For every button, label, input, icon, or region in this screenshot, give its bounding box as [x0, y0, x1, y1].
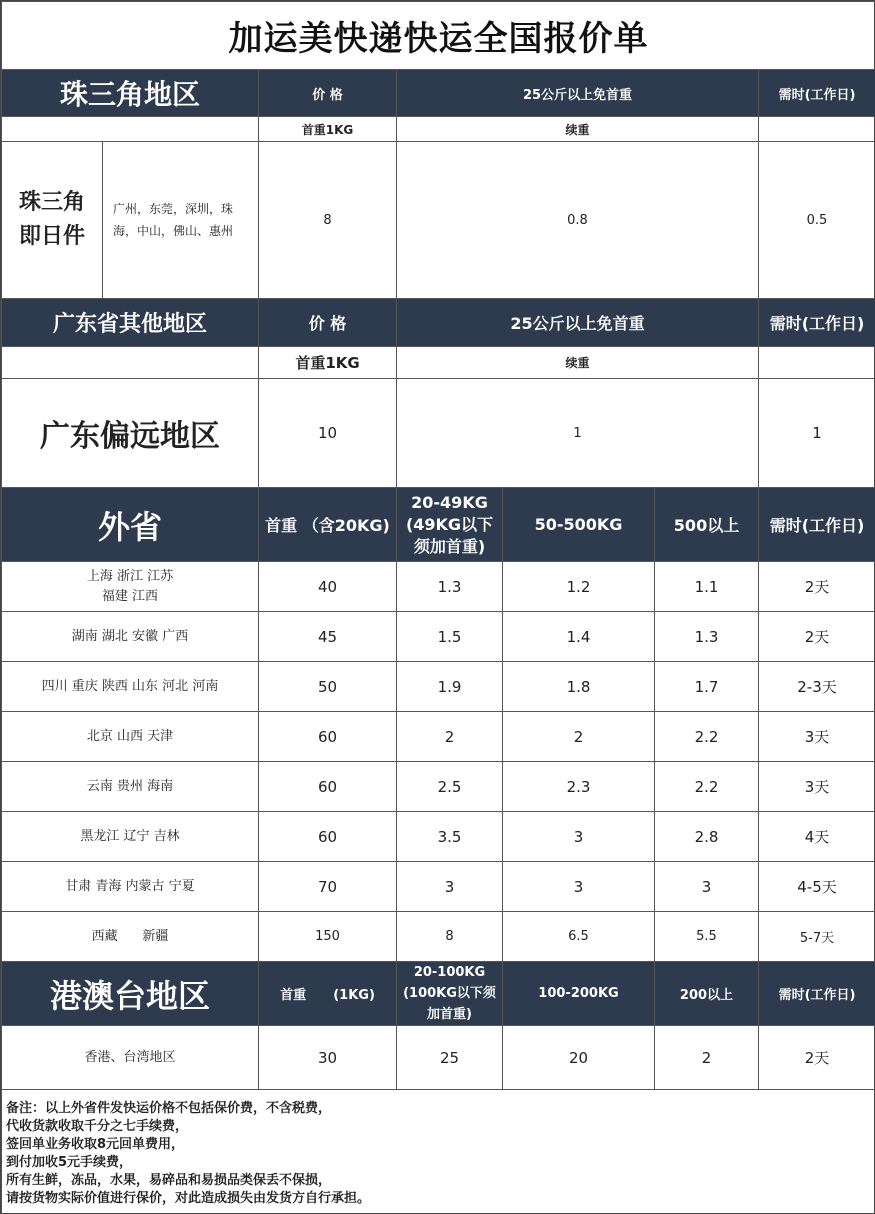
- price-50-500: 1.2: [503, 562, 655, 612]
- blank-cell: [2, 347, 259, 379]
- col-500-plus: 500以上: [655, 488, 759, 562]
- row-place: 黑龙江 辽宁 吉林: [2, 812, 259, 862]
- price-continued: 1: [397, 379, 759, 488]
- col-line: (49KG以下: [405, 514, 494, 534]
- time-days: 2天: [759, 1026, 875, 1090]
- place-line: 上海 浙江 江苏: [86, 568, 174, 584]
- price-first: 10: [259, 379, 397, 488]
- price-first: 8: [259, 142, 397, 299]
- time-days: 1: [759, 379, 875, 488]
- price-20-49: 1.3: [397, 562, 503, 612]
- col-free-first: 25公斤以上免首重: [397, 299, 759, 347]
- col-200-plus: 200以上: [655, 962, 759, 1026]
- price-50-500: 2: [503, 712, 655, 762]
- price-first: 45: [259, 612, 397, 662]
- table-row: [2, 662, 875, 712]
- price-first: 60: [259, 762, 397, 812]
- blank-cell: [759, 347, 875, 379]
- col-price: 价 格: [259, 70, 397, 117]
- row-place: 西藏 新疆: [2, 912, 259, 962]
- time-days: 3天: [759, 762, 875, 812]
- time-days: 3天: [759, 712, 875, 762]
- price-first: 70: [259, 862, 397, 912]
- cities-line: 海，中山，佛山、惠州: [113, 224, 234, 238]
- col-line: (100KG以下须: [403, 986, 496, 1001]
- row-name-line: 珠三角: [18, 190, 85, 215]
- time-days: 2天: [759, 562, 875, 612]
- col-20-100kg: [397, 962, 503, 1026]
- blank-cell: [759, 117, 875, 142]
- price-50-500: 6.5: [503, 912, 655, 962]
- col-line: 20-49KG: [411, 492, 488, 512]
- col-time: 需时(工作日): [759, 962, 875, 1026]
- price-50-500: 1.4: [503, 612, 655, 662]
- price-20-49: 2.5: [397, 762, 503, 812]
- price-first: 40: [259, 562, 397, 612]
- region-gangaotai: 港澳台地区: [2, 962, 259, 1026]
- price-continued: 0.8: [397, 142, 759, 299]
- time-days: 4天: [759, 812, 875, 862]
- table-row: [2, 812, 875, 862]
- price-20-49: 2: [397, 712, 503, 762]
- note-line: 代收货款收取千分之七手续费，: [6, 1119, 189, 1134]
- table-row: [2, 712, 875, 762]
- time-days: 2天: [759, 612, 875, 662]
- price-500-plus: 2.2: [655, 762, 759, 812]
- price-200-plus: 2: [655, 1026, 759, 1090]
- col-line: 须加首重): [413, 536, 486, 556]
- blank-cell: [2, 117, 259, 142]
- region-zhusanjiao: 珠三角地区: [2, 70, 259, 117]
- place-line: 福建 江西: [101, 588, 159, 604]
- price-20-49: 1.9: [397, 662, 503, 712]
- price-50-500: 2.3: [503, 762, 655, 812]
- row-name-line: 即日件: [18, 224, 85, 249]
- price-first: 150: [259, 912, 397, 962]
- note-line: 到付加收5元手续费，: [6, 1155, 133, 1170]
- time-days: 0.5: [759, 142, 875, 299]
- price-first: 50: [259, 662, 397, 712]
- col-line: 20-100KG: [413, 965, 486, 980]
- price-20-49: 3.5: [397, 812, 503, 862]
- price-50-500: 3: [503, 812, 655, 862]
- col-free-first: 25公斤以上免首重: [397, 70, 759, 117]
- price-20-49: 3: [397, 862, 503, 912]
- price-500-plus: 1.1: [655, 562, 759, 612]
- col-first-weight: 首重 （含20KG): [259, 488, 397, 562]
- price-500-plus: 3: [655, 862, 759, 912]
- notes: [2, 1090, 875, 1214]
- col-time: 需时(工作日): [759, 299, 875, 347]
- note-line: 签回单业务收取8元回单费用，: [6, 1137, 185, 1152]
- price-first: 30: [259, 1026, 397, 1090]
- note-line: 请按货物实际价值进行保价，对此造成损失由发货方自行承担。: [6, 1191, 371, 1206]
- price-500-plus: 2.2: [655, 712, 759, 762]
- region-waisheng: 外省: [2, 488, 259, 562]
- col-first-weight: 首重 (1KG): [259, 962, 397, 1026]
- region-guangdong: 广东省其他地区: [2, 299, 259, 347]
- table-row: [2, 912, 875, 962]
- price-table: [1, 1, 875, 1214]
- row-name-guangdong-remote: 广东偏远地区: [2, 379, 259, 488]
- price-100-200: 20: [503, 1026, 655, 1090]
- col-100-200kg: 100-200KG: [503, 962, 655, 1026]
- row-place: 四川 重庆 陕西 山东 河北 河南: [2, 662, 259, 712]
- sub-continued-weight: 续重: [397, 117, 759, 142]
- col-price: 价 格: [259, 299, 397, 347]
- cities-line: 广州，东莞，深圳，珠: [113, 202, 234, 216]
- col-line: 加首重): [427, 1007, 472, 1022]
- table-row: [2, 612, 875, 662]
- price-first: 60: [259, 712, 397, 762]
- price-500-plus: 2.8: [655, 812, 759, 862]
- price-50-500: 3: [503, 862, 655, 912]
- price-first: 60: [259, 812, 397, 862]
- col-20-49kg: [397, 488, 503, 562]
- row-place: 香港、台湾地区: [2, 1026, 259, 1090]
- sub-continued-weight: 续重: [397, 347, 759, 379]
- sub-first-weight: 首重1KG: [259, 347, 397, 379]
- row-place: 甘肃 青海 内蒙古 宁夏: [2, 862, 259, 912]
- price-20-100: 25: [397, 1026, 503, 1090]
- row-place: 湖南 湖北 安徽 广西: [2, 612, 259, 662]
- time-days: 4-5天: [759, 862, 875, 912]
- col-time: 需时(工作日): [759, 70, 875, 117]
- price-20-49: 8: [397, 912, 503, 962]
- note-line: 所有生鲜，冻品，水果，易碎品和易损品类保丢不保损，: [6, 1173, 332, 1188]
- table-row: [2, 562, 875, 612]
- price-20-49: 1.5: [397, 612, 503, 662]
- row-place: 云南 贵州 海南: [2, 762, 259, 812]
- table-row: [2, 1026, 875, 1090]
- col-time: 需时(工作日): [759, 488, 875, 562]
- table-row: [2, 862, 875, 912]
- table-row: [2, 762, 875, 812]
- row-cities: [103, 142, 259, 299]
- row-place: [2, 562, 259, 612]
- time-days: 5-7天: [759, 912, 875, 962]
- time-days: 2-3天: [759, 662, 875, 712]
- page-title: 加运美快递快运全国报价单: [2, 2, 875, 70]
- col-50-500kg: 50-500KG: [503, 488, 655, 562]
- price-500-plus: 1.7: [655, 662, 759, 712]
- sub-first-weight: 首重1KG: [259, 117, 397, 142]
- row-place: 北京 山西 天津: [2, 712, 259, 762]
- price-50-500: 1.8: [503, 662, 655, 712]
- price-500-plus: 1.3: [655, 612, 759, 662]
- price-500-plus: 5.5: [655, 912, 759, 962]
- row-name-zhusanjiao: [2, 142, 103, 299]
- note-line: 备注：以上外省件发快运价格不包括保价费，不含税费，: [6, 1101, 332, 1116]
